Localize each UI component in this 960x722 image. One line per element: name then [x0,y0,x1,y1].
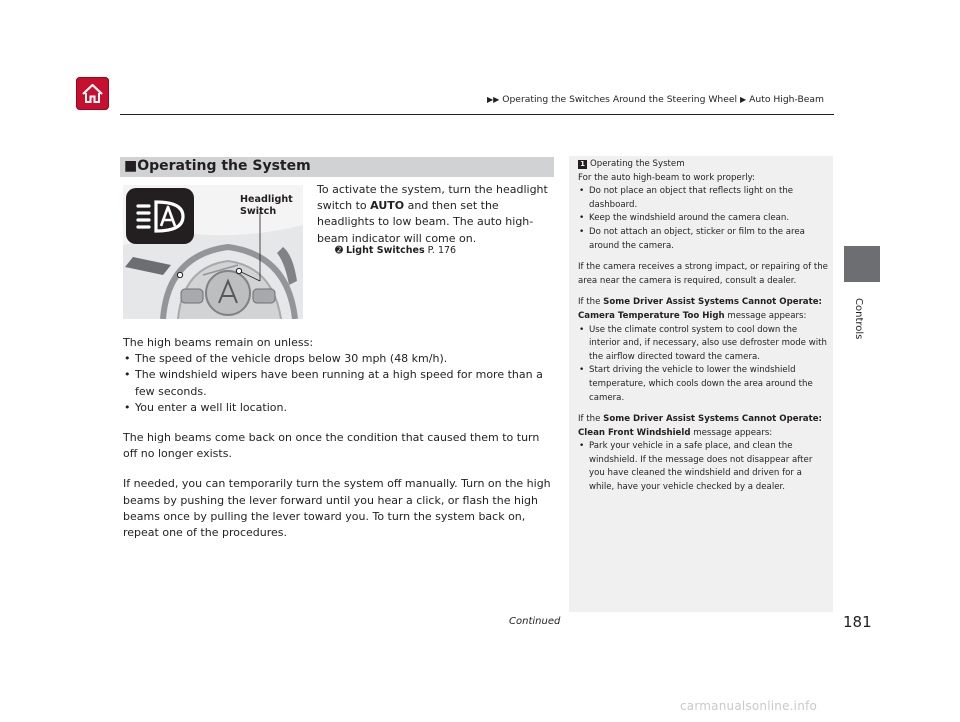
reference-arrow-icon: ➋ [335,245,343,256]
sidebar-para: For the auto high-beam to work properly: [578,172,755,183]
breadcrumb-page: Auto High-Beam [749,94,824,105]
chapter-label: Controls [853,298,864,340]
list-item: • Keep the windshield around the camera clean. [578,212,828,226]
manual-off-paragraph: If needed, you can temporarily turn the system off manually. Turn on the high beams by pushing the lever forward until you hear a click, or flash the high beams once by pulling the lever toward you. To turn the system back on, repeat one of the procedures. [123,477,551,540]
home-button[interactable] [76,77,109,110]
remain-intro: The high beams remain on unless: [123,336,314,349]
list-item: • The speed of the vehicle drops below 30 mph (48 km/h). [123,351,555,367]
remain-conditions-list [123,351,555,416]
auto-keyword: AUTO [370,199,405,213]
sidebar-list [578,185,828,253]
sidebar-para: If the Some Driver Assist Systems Cannot Operate: Clean Front Windshield message appears: [578,414,822,438]
note-number-icon: 1 [578,160,587,169]
light-switches-reference[interactable]: ➋ Light Switches P. 176 [335,245,457,256]
breadcrumb [487,94,824,105]
chapter-tab[interactable] [844,246,880,282]
come-back-paragraph: The high beams come back on once the condition that caused them to turn off no longer exists. [123,431,540,461]
section-header [120,157,554,177]
list-item: • Start driving the vehicle to lower the windshield temperature, which cools down the area around the camera. [578,364,828,405]
sidebar-title: 1 Operating the System [578,158,828,172]
header-divider [120,114,834,115]
page-number: 181 [843,613,872,631]
continued-note: Continued [509,616,561,627]
sidebar-list [578,440,828,494]
breadcrumb-arrow-icon: ▶▶ [487,95,500,104]
section-title: ■Operating the System [124,158,311,174]
home-icon [80,81,105,106]
list-item: • Do not attach an object, sticker or film to the area around the camera. [578,226,828,253]
notes-sidebar [569,156,833,612]
sidebar-list [578,324,828,406]
sidebar-para: If the Some Driver Assist Systems Cannot Operate: Camera Temperature Too High message appears: [578,297,822,321]
intro-paragraph: To activate the system, turn the headlight switch to AUTO and then set the headlights to low beam. The auto high-beam indicator will come on. [317,183,548,245]
list-item: • Use the climate control system to cool down the interior and, if necessary, also use defroster mode with the airflow directed toward the camera. [578,324,828,365]
list-item: • The windshield wipers have been running at a high speed for more than a few seconds. [123,367,555,399]
watermark: carmanualsonline.info [680,699,817,713]
breadcrumb-section[interactable]: Operating the Switches Around the Steering Wheel [502,94,738,105]
list-item: • Park your vehicle in a safe place, and clean the windshield. If the message does not disappear after you have cleaned the windshield and driven for a while, have your vehicle checked by a dealer. [578,440,828,494]
breadcrumb-arrow-icon: ▶ [740,95,747,104]
headlight-switch-callout: Headlight Switch [240,194,293,217]
main-body [123,335,555,541]
reference-link[interactable]: Light Switches [346,245,425,256]
sidebar-para: If the camera receives a strong impact, or repairing of the area near the camera is required, consult a dealer. [578,262,828,286]
list-item: • You enter a well lit location. [123,400,555,416]
list-item: • Do not place an object that reflects light on the dashboard. [578,185,828,212]
